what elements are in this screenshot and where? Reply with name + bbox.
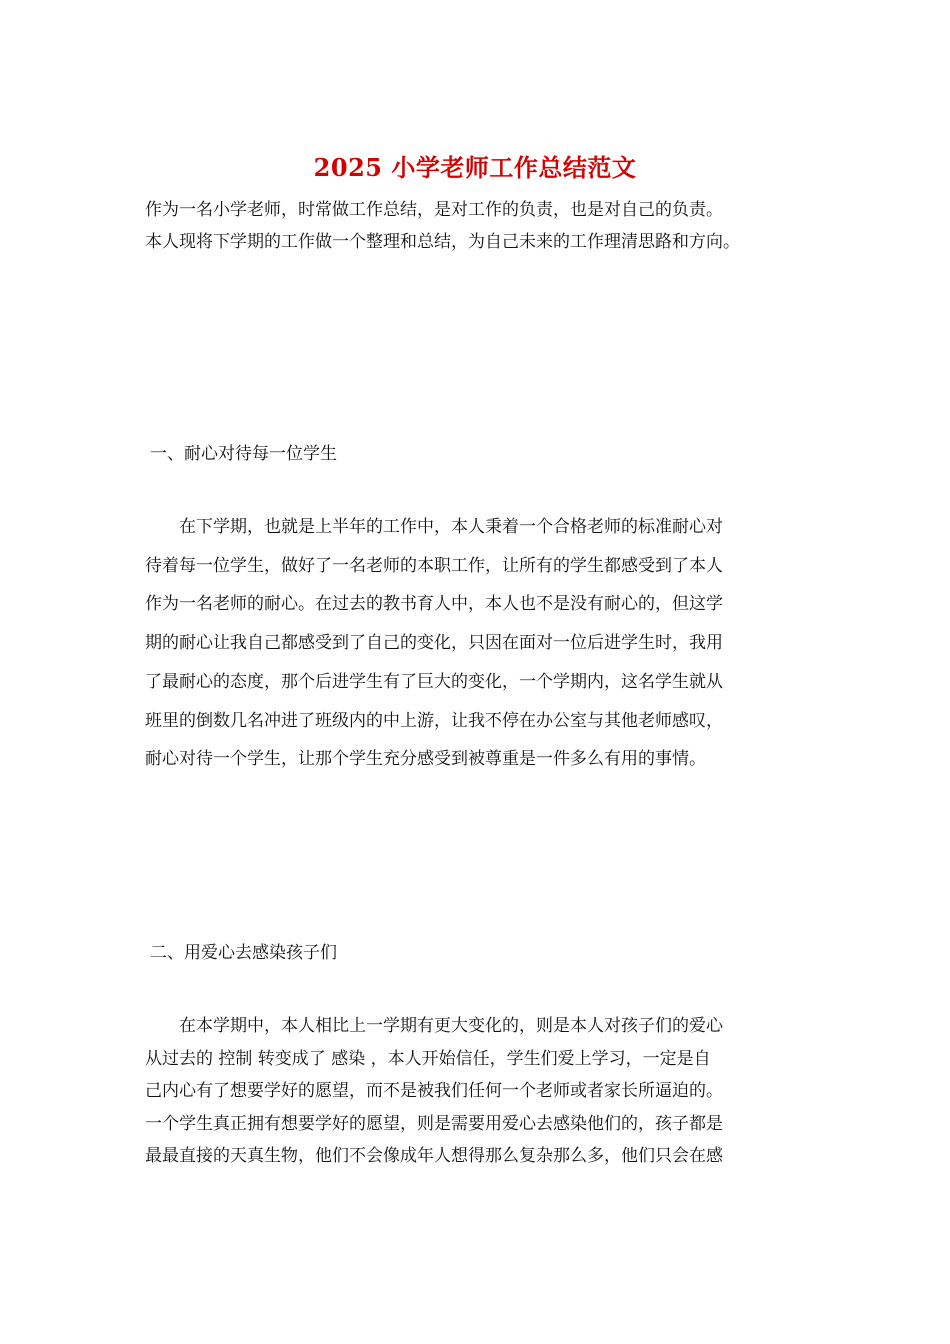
- section-heading-1: 一、耐心对待每一位学生: [150, 444, 337, 464]
- paragraph-line: 己内心有了想要学好的愿望，而不是被我们任何一个老师或者家长所逼迫的。: [145, 1081, 723, 1102]
- paragraph-line: 从过去的 控制 转变成了 感染 ，本人开始信任，学生们爱上学习，一定是自: [145, 1048, 711, 1069]
- intro-paragraph: [145, 195, 815, 258]
- intro-line: 作为一名小学老师，时常做工作总结，是对工作的负责，也是对自己的负责。: [145, 200, 723, 220]
- paragraph-line: 耐心对待一个学生，让那个学生充分感受到被尊重是一件多么有用的事情。: [145, 749, 706, 770]
- paragraph-line: 班里的倒数几名冲进了班级内的中上游，让我不停在办公室与其他老师感叹，: [145, 710, 723, 731]
- intro-line: 本人现将下学期的工作做一个整理和总结，为自己未来的工作理清思路和方向。: [145, 231, 740, 252]
- paragraph-line: 作为一名老师的耐心。在过去的教书育人中，本人也不是没有耐心的，但这学: [145, 594, 723, 615]
- section-1-paragraph: [145, 508, 815, 779]
- section-2-paragraph: [145, 1010, 815, 1173]
- paragraph-line: 在本学期中，本人相比上一学期有更大变化的，则是本人对孩子们的爱心: [179, 1016, 723, 1036]
- paragraph-line: 一个学生真正拥有想要学好的愿望，则是需要用爱心去感染他们的，孩子都是: [145, 1113, 723, 1134]
- paragraph-line: 待着每一位学生，做好了一名老师的本职工作，让所有的学生都感受到了本人: [145, 555, 723, 576]
- section-heading-2: 二、用爱心去感染孩子们: [150, 943, 337, 963]
- paragraph-line: 最最直接的天真生物，他们不会像成年人想得那么复杂那么多，他们只会在感: [145, 1146, 723, 1167]
- paragraph-line: 在下学期，也就是上半年的工作中，本人秉着一个合格老师的标准耐心对: [179, 517, 723, 537]
- paragraph-line: 期的耐心让我自己都感受到了自己的变化，只因在面对一位后进学生时，我用: [145, 633, 723, 654]
- document-title: 2025 小学老师工作总结范文: [313, 153, 637, 182]
- paragraph-line: 了最耐心的态度，那个后进学生有了巨大的变化，一个学期内，这名学生就从: [145, 671, 723, 692]
